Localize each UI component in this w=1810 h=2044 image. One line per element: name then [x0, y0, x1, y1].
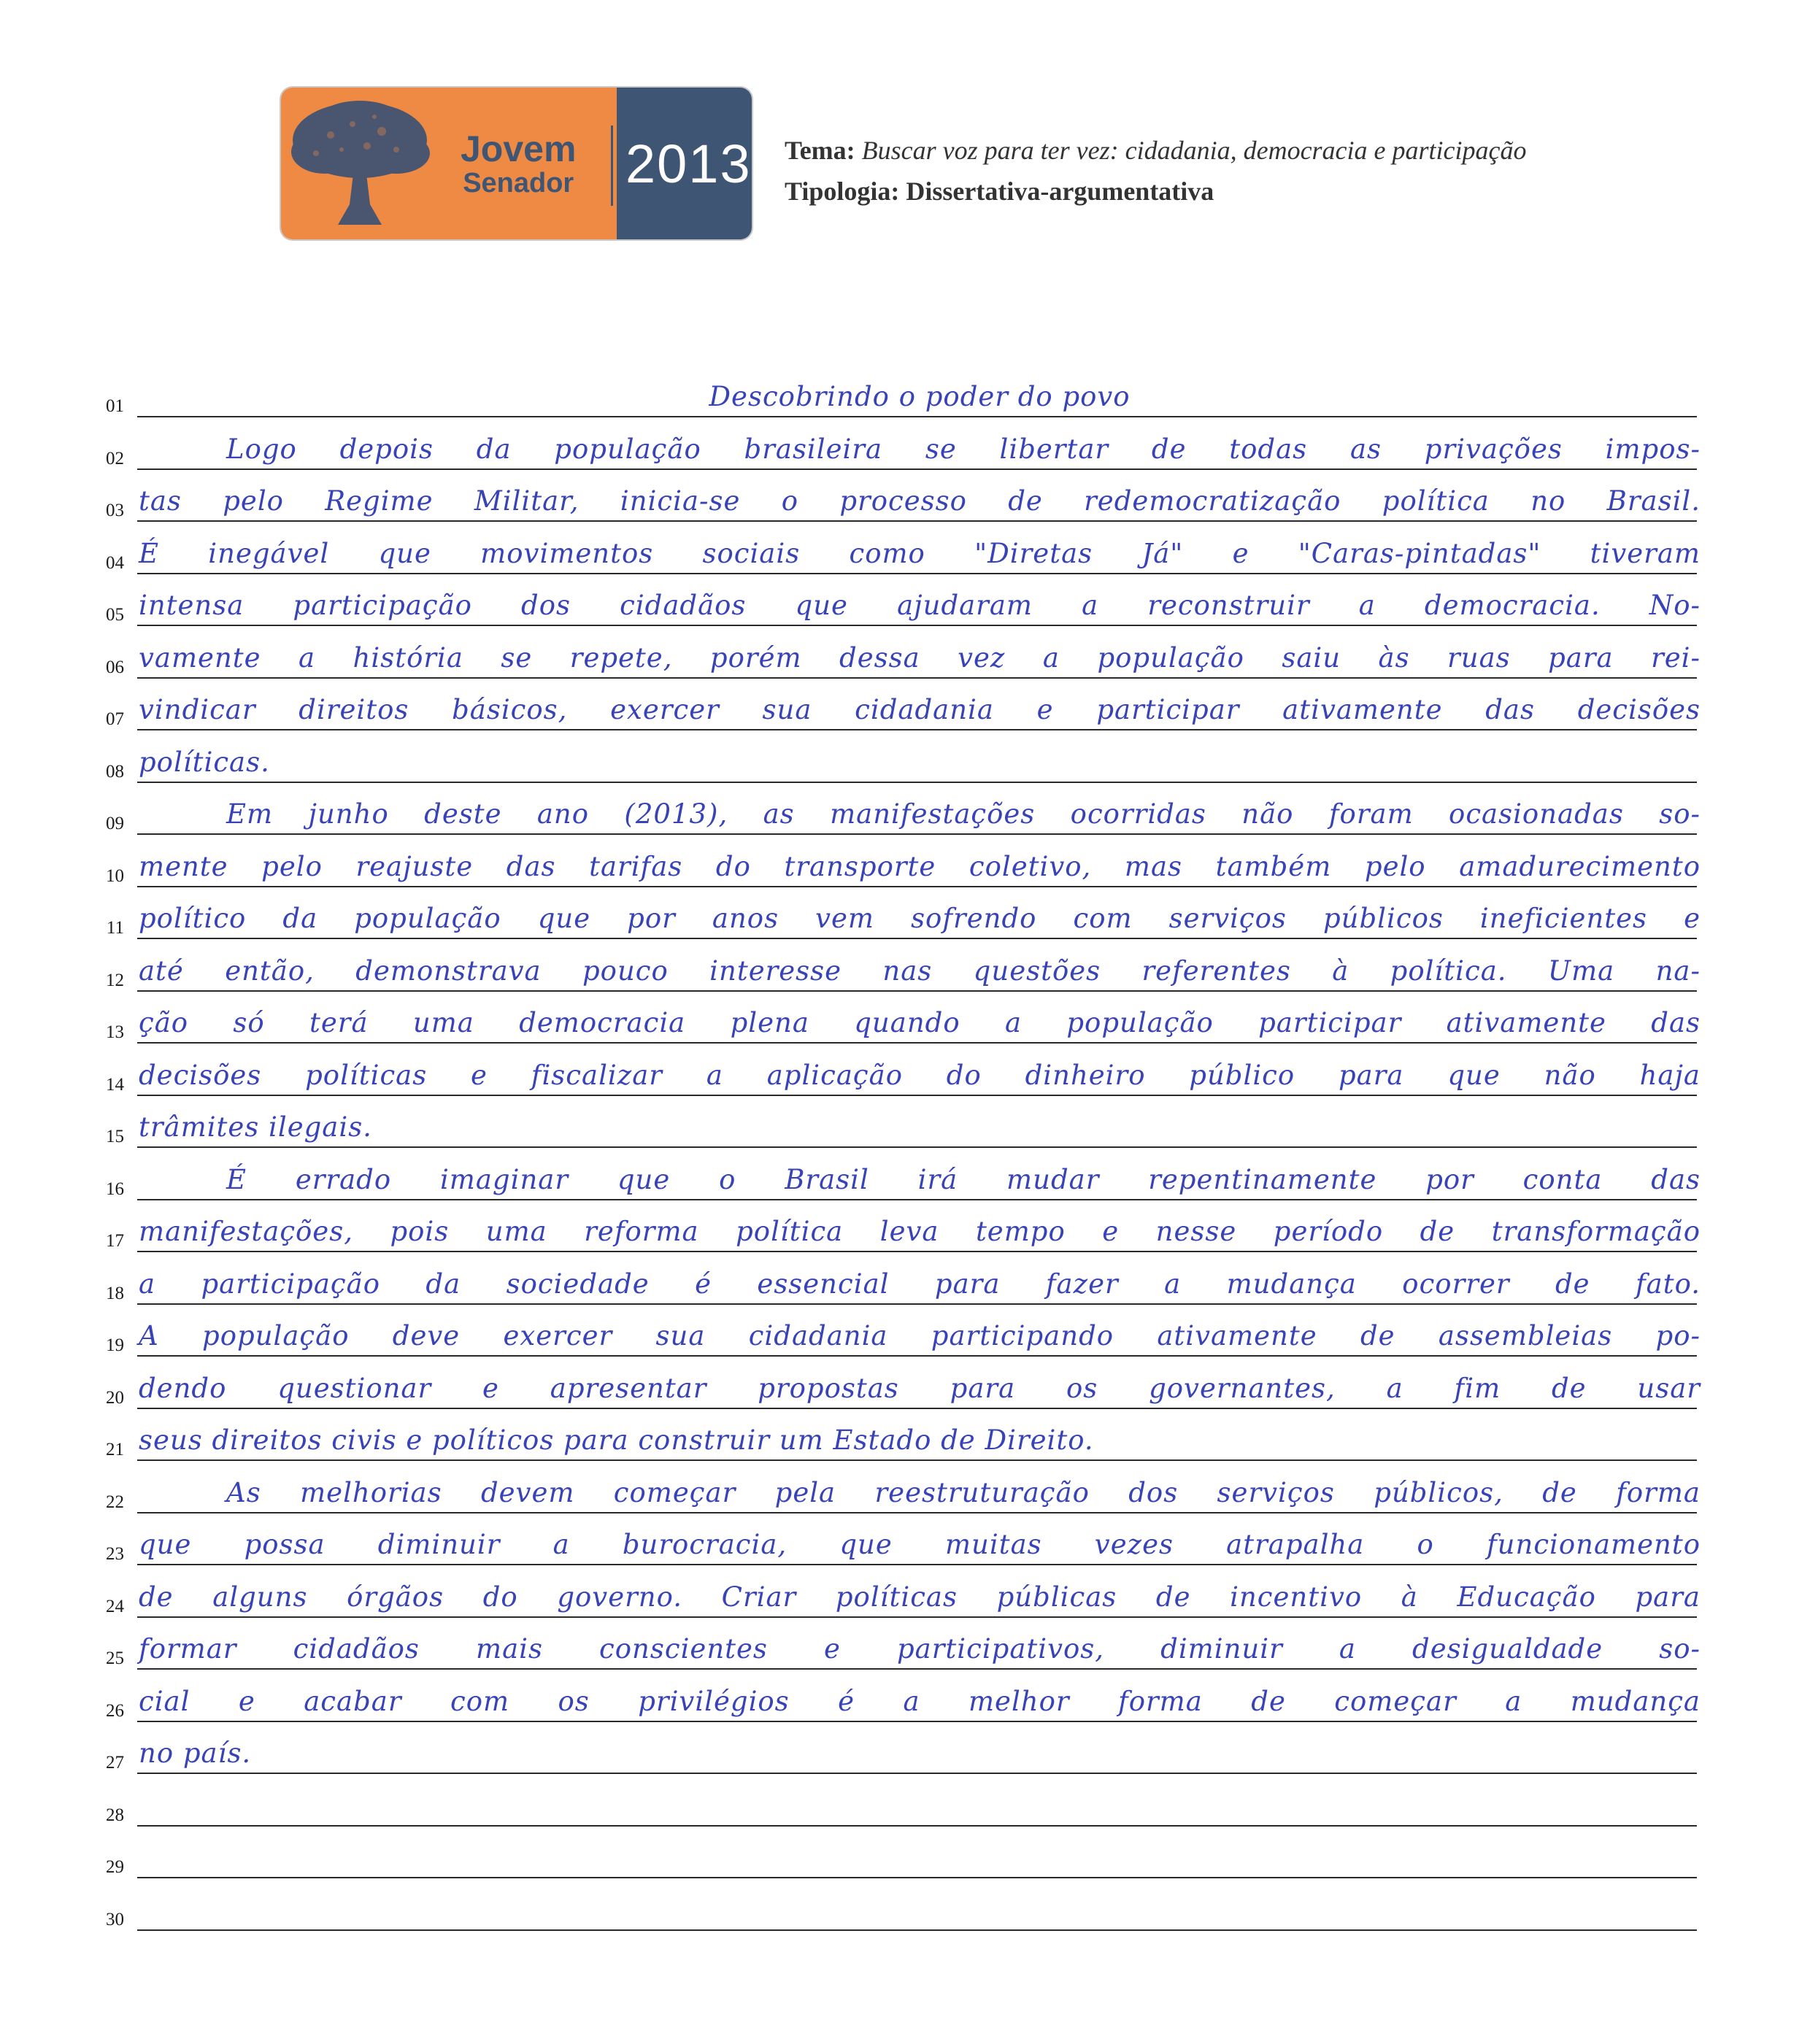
- typology-label: Tipologia:: [785, 177, 900, 206]
- sheet-line: [0, 1044, 1810, 1096]
- essay-theme-block: [785, 130, 1526, 212]
- jovem-senador-logo: [281, 88, 752, 239]
- ruled-line: [137, 1929, 1697, 1931]
- logo-orange-panel: [281, 88, 617, 239]
- line-number: 17: [106, 1231, 124, 1251]
- handwritten-line: A população deve exercer sua cidadania participando ativamente de assembleias po-: [139, 1320, 1701, 1351]
- line-number: 07: [106, 709, 124, 729]
- handwritten-line: que possa diminuir a burocracia, que muitas vezes atrapalha o funcionamento: [139, 1529, 1701, 1560]
- sheet-line: [0, 835, 1810, 887]
- sheet-line: [0, 730, 1810, 783]
- tree-icon: [287, 95, 433, 234]
- handwritten-line: manifestações, pois uma reforma política leva tempo e nesse período de transformação: [139, 1216, 1701, 1247]
- sheet-line: [0, 522, 1810, 574]
- sheet-line: [0, 1148, 1810, 1200]
- handwritten-line: políticas.: [139, 746, 270, 778]
- handwritten-line: vamente a história se repete, porém dessa vez a população saiu às ruas para rei-: [139, 641, 1701, 674]
- essay-title: Descobrindo o poder do povo: [709, 381, 1131, 412]
- handwritten-line: É errado imaginar que o Brasil irá mudar repentinamente por conta das: [226, 1163, 1701, 1195]
- handwritten-line: Logo depois da população brasileira se libertar de todas as privações impos-: [226, 433, 1701, 465]
- line-number: 22: [106, 1492, 124, 1512]
- sheet-line: [0, 1721, 1810, 1774]
- line-number: 19: [106, 1335, 124, 1355]
- line-number: 18: [106, 1283, 124, 1303]
- line-number: 28: [106, 1805, 124, 1825]
- handwritten-line: até então, demonstrava pouco interesse nas questões referentes à política. Uma na-: [139, 954, 1701, 987]
- logo-year: 2013: [625, 133, 752, 194]
- line-number: 09: [106, 814, 124, 833]
- logo-word-jovem: Jovem: [461, 128, 577, 169]
- line-number: 08: [106, 761, 124, 782]
- sheet-line: [0, 1408, 1810, 1461]
- line-number: 21: [106, 1440, 124, 1459]
- handwritten-line: decisões políticas e fiscalizar a aplicação do dinheiro público para que não haja: [139, 1059, 1701, 1091]
- sheet-line: [0, 469, 1810, 522]
- logo-blue-panel: [617, 88, 752, 239]
- sheet-line: [0, 365, 1810, 417]
- line-number: 23: [106, 1544, 124, 1564]
- handwritten-line: intensa participação dos cidadãos que ajudaram a reconstruir a democracia. No-: [139, 590, 1701, 621]
- theme-label: Tema:: [785, 136, 855, 165]
- line-number: 13: [106, 1022, 124, 1042]
- handwritten-line: mente pelo reajuste das tarifas do transporte coletivo, mas também pelo amadurecimento: [139, 850, 1701, 882]
- sheet-line: [0, 1565, 1810, 1618]
- line-number: 26: [106, 1700, 124, 1721]
- sheet-line: [0, 1095, 1810, 1148]
- line-number: 27: [106, 1753, 124, 1773]
- line-number: 20: [106, 1387, 124, 1408]
- line-number: 02: [106, 448, 124, 468]
- handwritten-line: formar cidadãos mais conscientes e participativos, diminuir a desigualdade so-: [139, 1633, 1701, 1665]
- sheet-line: [0, 1513, 1810, 1565]
- sheet-line: [0, 1826, 1810, 1878]
- sheet-line: [0, 991, 1810, 1044]
- handwritten-line: de alguns órgãos do governo. Criar políticas públicas de incentivo à Educação para: [139, 1581, 1701, 1613]
- handwritten-line: a participação da sociedade é essencial para fazer a mudança ocorrer de fato.: [139, 1268, 1701, 1300]
- handwritten-line: vindicar direitos básicos, exercer sua cidadania e participar ativamente das decisões: [139, 694, 1701, 725]
- handwritten-line: cial e acabar com os privilégios é a melhor forma de começar a mudança: [139, 1685, 1701, 1717]
- line-number: 01: [106, 396, 124, 416]
- sheet-line: [0, 1670, 1810, 1722]
- line-number: 10: [106, 865, 124, 886]
- line-number: 15: [106, 1127, 124, 1146]
- sheet-line: [0, 1461, 1810, 1513]
- sheet-line: [0, 1304, 1810, 1357]
- handwritten-line: dendo questionar e apresentar propostas para os governantes, a fim de usar: [139, 1372, 1701, 1404]
- theme-row: [785, 130, 1526, 171]
- logo-word-senador: Senador: [463, 168, 574, 198]
- theme-value: Buscar voz para ter vez: cidadania, democracia e participação: [861, 136, 1527, 165]
- line-number: 29: [106, 1857, 124, 1877]
- sheet-line: [0, 939, 1810, 992]
- line-number: 14: [106, 1074, 124, 1095]
- handwritten-line: É inegável que movimentos sociais como "Diretas Já" e "Caras-pintadas" tiveram: [139, 537, 1701, 569]
- line-number: 25: [106, 1648, 124, 1668]
- handwritten-line: trâmites ilegais.: [139, 1111, 372, 1143]
- sheet-line: [0, 1774, 1810, 1827]
- sheet-line: [0, 887, 1810, 939]
- line-number: 30: [106, 1909, 124, 1929]
- handwritten-line: tas pelo Regime Militar, inicia-se o processo de redemocratização política no Brasil.: [139, 485, 1701, 517]
- sheet-line: [0, 417, 1810, 470]
- sheet-line: [0, 574, 1810, 626]
- sheet-line: [0, 678, 1810, 730]
- logo-divider: [611, 126, 613, 206]
- line-number: 16: [106, 1179, 124, 1199]
- sheet-line: [0, 1252, 1810, 1305]
- line-number: 24: [106, 1596, 124, 1616]
- typology-row: [785, 171, 1526, 212]
- sheet-line: [0, 1617, 1810, 1670]
- line-number: 11: [106, 918, 124, 938]
- handwritten-line: seus direitos civis e políticos para construir um Estado de Direito.: [139, 1424, 1094, 1456]
- handwritten-line: Em junho deste ano (2013), as manifestações ocorridas não foram ocasionadas so-: [226, 798, 1701, 830]
- line-number: 04: [106, 552, 124, 573]
- sheet-line: [0, 782, 1810, 835]
- handwritten-line: ção só terá uma democracia plena quando a população participar ativamente das: [139, 1007, 1701, 1038]
- sheet-line: [0, 626, 1810, 679]
- typology-value: Dissertativa-argumentativa: [906, 177, 1214, 206]
- handwritten-line: As melhorias devem começar pela reestruturação dos serviços públicos, de forma: [226, 1476, 1701, 1508]
- sheet-line: [0, 1357, 1810, 1409]
- line-number: 05: [106, 605, 124, 625]
- logo-wordmark: [461, 130, 576, 198]
- line-number: 03: [106, 501, 124, 520]
- sheet-line: [0, 1200, 1810, 1252]
- handwritten-line: no país.: [139, 1738, 252, 1769]
- handwritten-line: político da população que por anos vem sofrendo com serviços públicos ineficientes e: [139, 903, 1701, 934]
- line-number: 12: [106, 970, 124, 990]
- line-number: 06: [106, 657, 124, 677]
- sheet-line: [0, 1878, 1810, 1931]
